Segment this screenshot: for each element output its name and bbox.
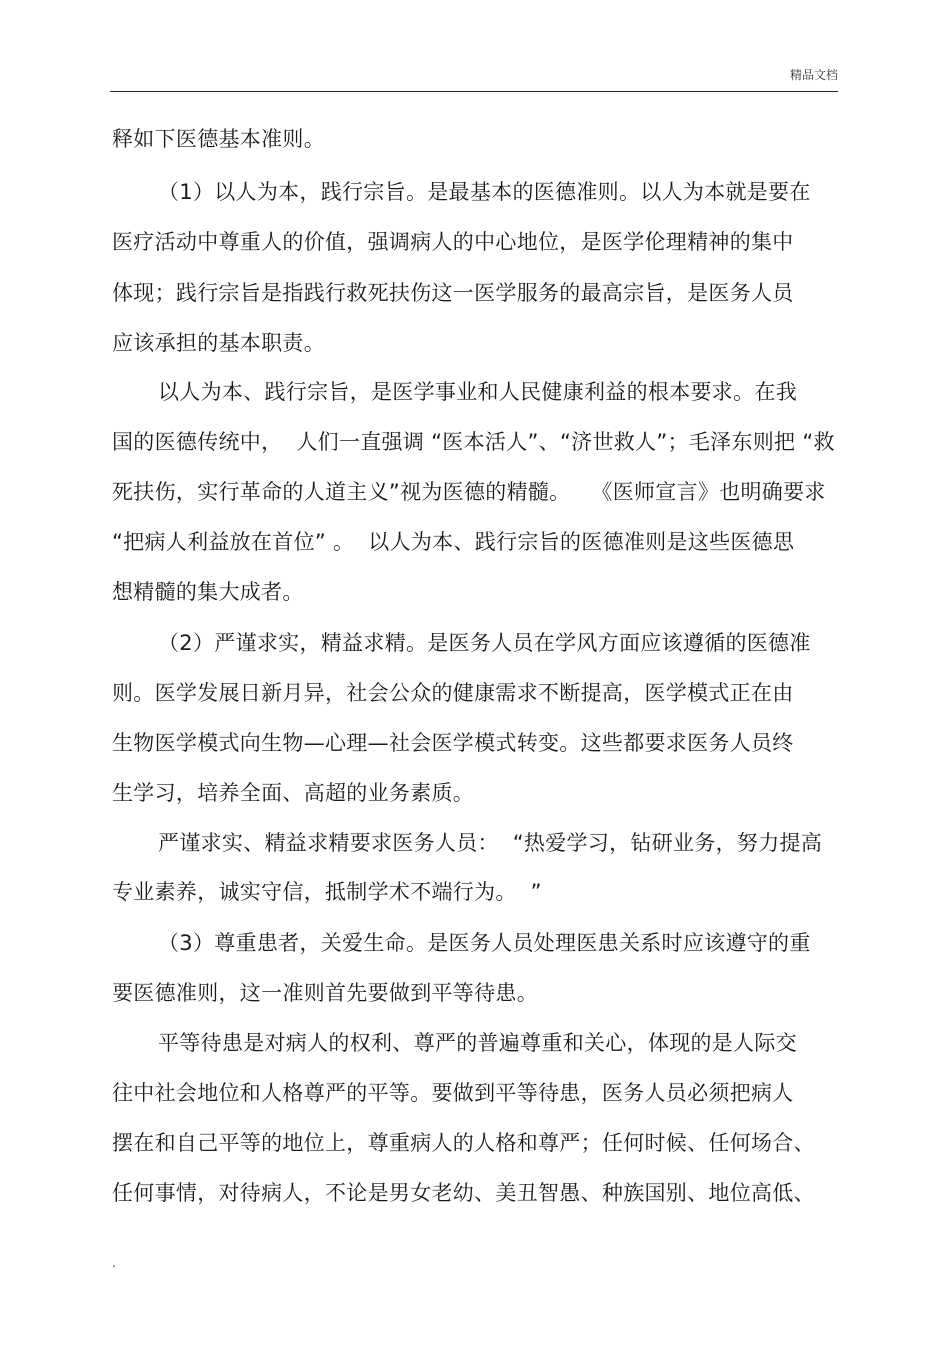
body-line: 想精髓的集大成者。 xyxy=(112,580,304,604)
body-line: 专业素养，诚实守信，抵制学术不端行为。 ” xyxy=(112,880,542,904)
page-header-label: 精品文档 xyxy=(789,68,838,82)
body-line: “把病人利益放在首位” 。 以人为本、践行宗旨的医德准则是这些医德思 xyxy=(112,530,795,554)
header-divider xyxy=(110,91,838,92)
body-line: 平等待患是对病人的权利、尊严的普遍尊重和关心，体现的是人际交 xyxy=(158,1031,797,1055)
body-line: 医疗活动中尊重人的价值，强调病人的中心地位，是医学伦理精神的集中 xyxy=(112,230,794,254)
body-line: 生学习，培养全面、高超的业务素质。 xyxy=(112,781,475,805)
body-line: 以人为本、践行宗旨，是医学事业和人民健康利益的根本要求。在我 xyxy=(158,380,797,404)
body-line: （1）以人为本，践行宗旨。是最基本的医德准则。以人为本就是要在 xyxy=(158,180,811,204)
body-line: 应该承担的基本职责。 xyxy=(112,331,325,355)
body-line: 往中社会地位和人格尊严的平等。要做到平等待患，医务人员必须把病人 xyxy=(112,1081,794,1105)
body-line: （3）尊重患者，关爱生命。是医务人员处理医患关系时应该遵守的重 xyxy=(158,931,811,955)
body-line: 死扶伤，实行革命的人道主义”视为医德的精髓。 《医师宣言》也明确要求 xyxy=(112,480,826,504)
body-line: （2）严谨求实，精益求精。是医务人员在学风方面应该遵循的医德准 xyxy=(158,631,811,655)
body-line: 国的医德传统中， 人们一直强调 “医本活人”、“济世救人”；毛泽东则把 “救 xyxy=(112,430,835,454)
body-line: 生物医学模式向生物—心理—社会医学模式转变。这些都要求医务人员终 xyxy=(112,731,794,755)
body-line: 释如下医德基本准则。 xyxy=(112,127,325,151)
body-line: 任何事情，对待病人，不论是男女老幼、美丑智愚、种族国别、地位高低、 xyxy=(112,1181,815,1205)
body-line: 则。医学发展日新月异，社会公众的健康需求不断提高，医学模式正在由 xyxy=(112,681,794,705)
body-line: 严谨求实、精益求精要求医务人员： “热爱学习，钻研业务，努力提高 xyxy=(158,831,823,855)
body-line: 要医德准则，这一准则首先要做到平等待患。 xyxy=(112,981,538,1005)
body-line: 摆在和自己平等的地位上，尊重病人的人格和尊严；任何时候、任何场合、 xyxy=(112,1131,815,1155)
footer-mark: . xyxy=(112,1256,116,1270)
body-line: 体现；践行宗旨是指践行救死扶伤这一医学服务的最高宗旨，是医务人员 xyxy=(112,281,794,305)
